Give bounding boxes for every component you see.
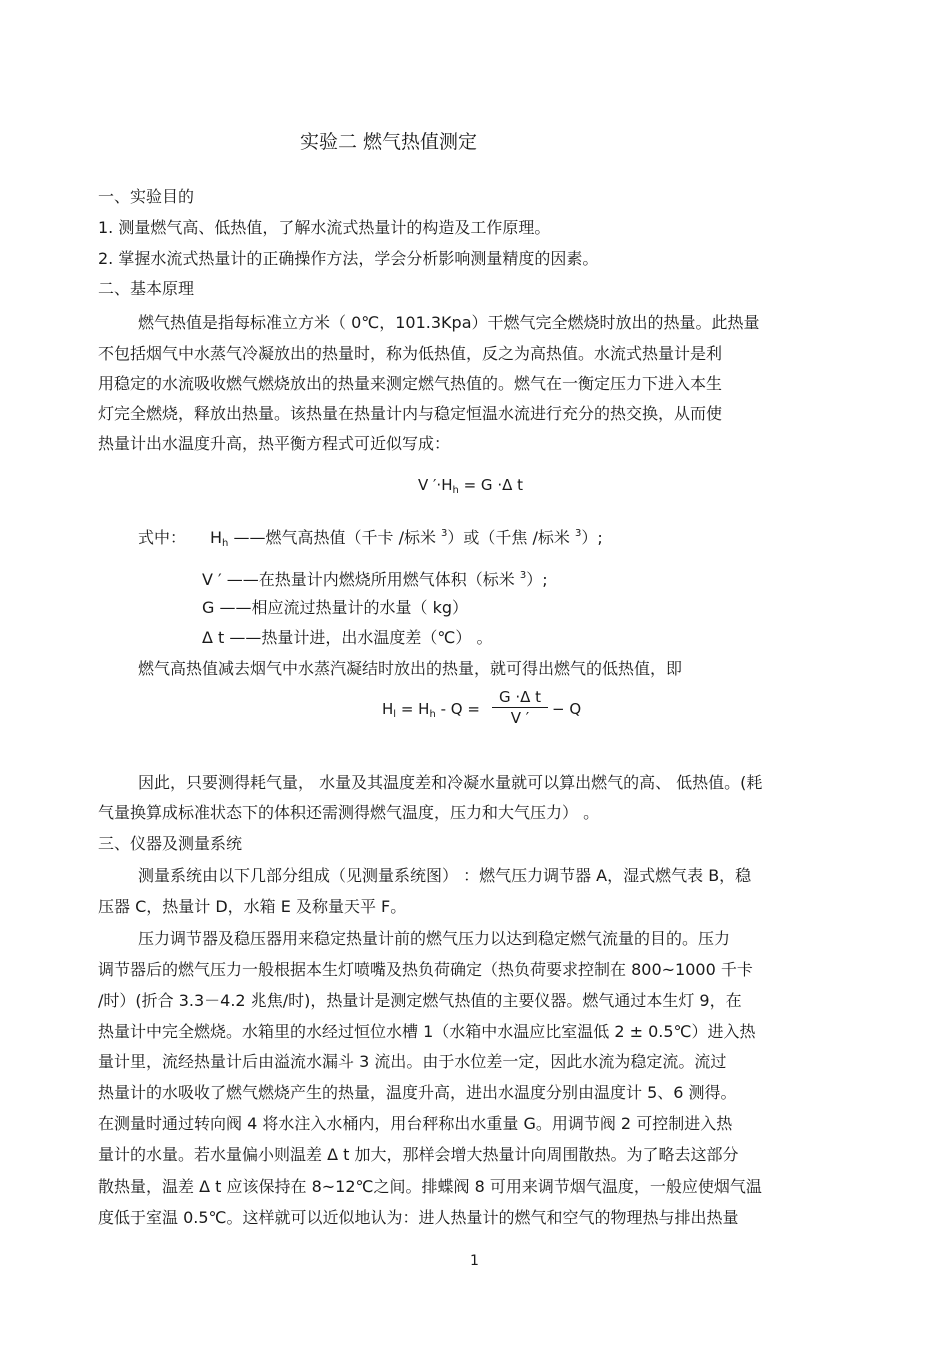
heat-balance-equation [418, 476, 523, 496]
system-line-11: 散热量，温差 Δ t 应该保持在 8~12℃之间。排蝶阀 8 可用来调节烟气温度，一般应使烟气温 [98, 1177, 762, 1196]
system-line-12: 度低于室温 0.5℃。这样就可以近似地认为：进人热量计的燃气和空气的物理热与排出热量 [98, 1208, 739, 1227]
eq1-rhs: = G ·Δ t [458, 476, 524, 494]
fraction-bar [492, 707, 548, 708]
eq2-c: - Q = [435, 700, 480, 718]
system-line-3: 压力调节器及稳压器用来稳定热量计前的燃气压力以达到稳定燃气流量的目的。压力 [138, 929, 731, 948]
symbol-h-sub: h [222, 538, 229, 549]
where-v-line [202, 566, 548, 590]
where-prefix: 式中： [138, 528, 187, 547]
system-line-9: 在测量时通过转向阀 4 将水注入水桶内，用台秤称出水重量 G。用调节阀 2 可控制进入热 [98, 1114, 733, 1133]
system-line-5: /时）(折合 3.3－4.2 兆焦/时)，热量计是测定燃气热值的主要仪器。燃气通过本生灯 9，在 [98, 991, 742, 1010]
system-line-8: 热量计的水吸收了燃气燃烧产生的热量，温度升高，进出水温度分别由温度计 5、6 测得。 [98, 1083, 737, 1102]
principle-line-4: 灯完全燃烧，释放出热量。该热量在热量计内与稳定恒温水流进行充分的热交换，从而使 [98, 404, 723, 423]
v-desc-a: V ′ ——在热量计内燃烧所用燃气体积（标米 [202, 570, 520, 589]
system-line-2: 压器 C，热量计 D，水箱 E 及称量天平 F。 [98, 897, 407, 916]
conclusion-line-2: 气量换算成标准状态下的体积还需测得燃气温度，压力和大气压力） 。 [98, 803, 600, 822]
section-heading-system: 三、仪器及测量系统 [98, 834, 243, 853]
page-number: 1 [470, 1253, 479, 1269]
low-heat-equation-right: − Q [552, 700, 582, 718]
where-h-line [138, 524, 603, 554]
low-heat-intro: 燃气高热值减去烟气中水蒸汽凝结时放出的热量，就可得出燃气的低热值，即 [138, 659, 683, 678]
system-line-10: 量计的水量。若水量偏小则温差 Δ t 加大，那样会增大热量计向周围散热。为了略去这部分 [98, 1145, 739, 1164]
symbol-h: H [210, 528, 223, 547]
eq2-b-sub: h [429, 709, 436, 720]
system-line-7: 量计里，流经热量计后由溢流水漏斗 3 流出。由于水位差一定，因此水流为稳定流。流过 [98, 1052, 727, 1071]
conclusion-line-1: 因此，只要测得耗气量， 水量及其温度差和冷凝水量就可以算出燃气的高、 低热值。(耗 [138, 773, 763, 792]
where-g-line: G ——相应流过热量计的水量（ kg） [202, 598, 468, 617]
fraction-denominator: V ′ [510, 709, 530, 727]
principle-line-3: 用稳定的水流吸收燃气燃烧放出的热量来测定燃气热值的。燃气在一衡定压力下进入本生 [98, 374, 723, 393]
principle-line-2: 不包括烟气中水蒸气冷凝放出的热量时，称为低热值，反之为高热值。水流式热量计是利 [98, 344, 723, 363]
where-dt-line: Δ t ——热量计进，出水温度差（℃） 。 [202, 628, 493, 647]
section-heading-principle: 二、基本原理 [98, 279, 195, 298]
eq2-a: H [382, 700, 394, 718]
purpose-item-1: 1. 测量燃气高、低热值，了解水流式热量计的构造及工作原理。 [98, 218, 551, 237]
eq1-lhs: V ′·H [418, 476, 453, 494]
h-desc-c: ）; [581, 528, 603, 547]
low-heat-fraction [492, 688, 548, 727]
page-title: 实验二 燃气热值测定 [300, 131, 478, 153]
system-line-1: 测量系统由以下几部分组成（见测量系统图） ：燃气压力调节器 A，湿式燃气表 B，稳 [138, 866, 752, 885]
principle-line-1: 燃气热值是指每标准立方米（ 0℃，101.3Kpa）干燃气完全燃烧时放出的热量。此热量 [138, 313, 760, 332]
h-desc-a: ——燃气高热值（千卡 /标米 [228, 528, 442, 547]
h-sup-1: 3 [441, 528, 448, 539]
h-desc-b: ）或（千焦 /标米 [447, 528, 575, 547]
low-heat-equation-left [382, 700, 480, 720]
purpose-item-2: 2. 掌握水流式热量计的正确操作方法，学会分析影响测量精度的因素。 [98, 249, 599, 268]
v-desc-b: ）; [526, 570, 548, 589]
eq1-sub: h [452, 485, 459, 496]
system-line-6: 热量计中完全燃烧。水箱里的水经过恒位水槽 1（水箱中水温应比室温低 2 ± 0.5℃）进入热 [98, 1022, 756, 1041]
eq2-a-sub: l [393, 709, 397, 720]
v-sup: 3 [519, 570, 527, 581]
eq2-b: = H [396, 700, 430, 718]
system-line-4: 调节器后的燃气压力一般根据本生灯喷嘴及热负荷确定（热负荷要求控制在 800~1000 千卡 [98, 960, 753, 979]
fraction-numerator: G ·Δ t [498, 688, 542, 706]
section-heading-purpose: 一、实验目的 [98, 187, 195, 206]
h-sup-2: 3 [575, 528, 582, 539]
principle-line-5: 热量计出水温度升高，热平衡方程式可近似写成： [98, 434, 451, 453]
